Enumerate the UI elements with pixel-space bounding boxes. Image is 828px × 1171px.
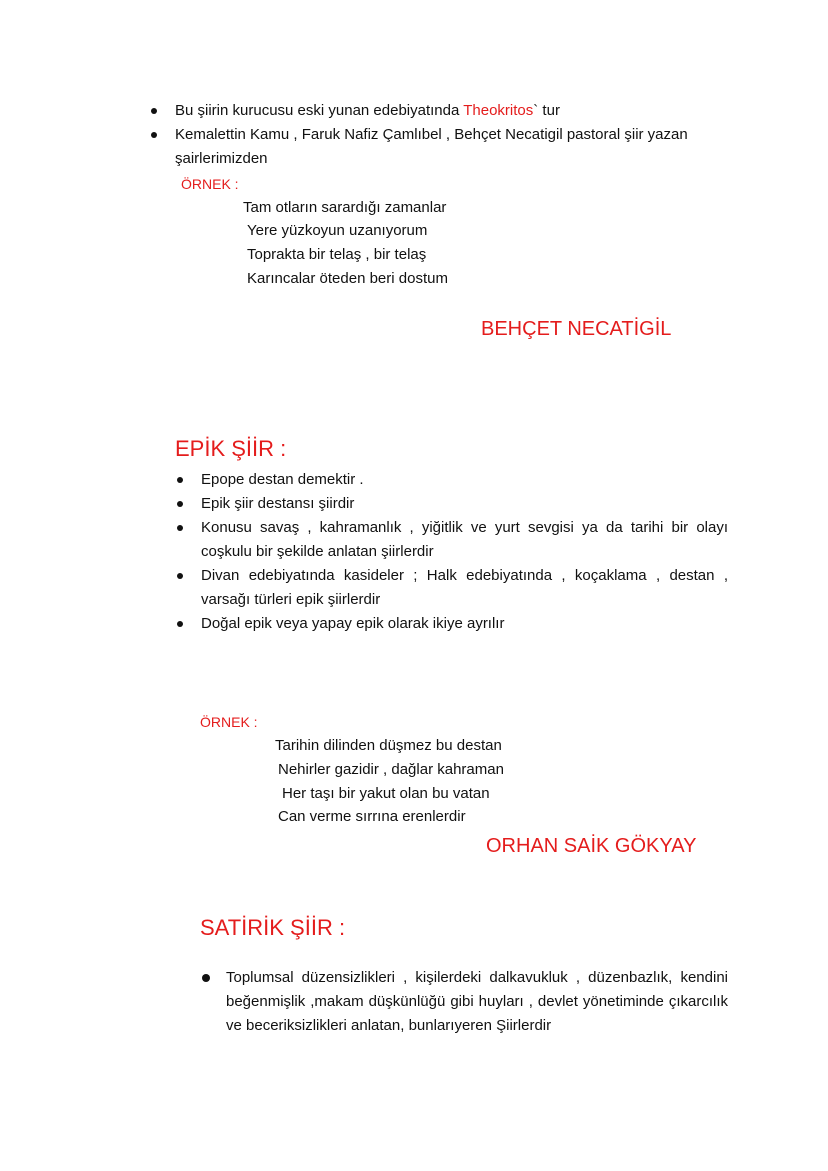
- epic-bullet-list: [176, 468, 728, 636]
- bullet-text: Bu şiirin kurucusu eski yunan edebiyatında: [175, 102, 464, 119]
- poem-line: Her taşı bir yakut olan bu vatan: [282, 785, 490, 802]
- bullet-text: Epik şiir destansı şiirdir: [201, 495, 355, 512]
- example-label: ÖRNEK :: [200, 714, 258, 730]
- poem-line: Tam otların sarardığı zamanlar: [243, 199, 447, 216]
- bullet-text: Doğal epik veya yapay epik olarak ikiye ayrılır: [201, 615, 505, 632]
- bullet-text: Divan edebiyatında kasideler ; Halk edebiyatında , koçaklama , destan , varsağı türleri epik şiirlerdir: [201, 567, 728, 608]
- bullet-dot: [202, 974, 210, 982]
- example-label: ÖRNEK :: [181, 176, 239, 192]
- list-item: [176, 516, 728, 564]
- poem-author: ORHAN SAİK GÖKYAY: [486, 835, 697, 857]
- section-heading: SATİRİK ŞİİR :: [200, 915, 346, 940]
- poem-line: Tarihin dilinden düşmez bu destan: [275, 737, 502, 754]
- poem-line: Yere yüzkoyun uzanıyorum: [247, 222, 428, 239]
- bullet-text: Epope destan demektir .: [201, 471, 364, 488]
- list-item: [176, 612, 728, 636]
- poem-author: BEHÇET NECATİGİL: [481, 318, 672, 340]
- poem-line: Toprakta bir telaş , bir telaş: [247, 246, 427, 263]
- bullet-dot: [177, 525, 183, 531]
- poem-line: Karıncalar öteden beri dostum: [247, 270, 448, 287]
- list-item: [201, 966, 728, 1038]
- bullet-dot: [151, 108, 157, 114]
- list-item: [176, 468, 728, 492]
- bullet-text-suffix: ` tur: [533, 102, 560, 119]
- list-item: [150, 99, 730, 123]
- highlighted-name: Theokritos: [463, 102, 534, 119]
- bullet-dot: [177, 477, 183, 483]
- poem-line: Nehirler gazidir , dağlar kahraman: [278, 761, 504, 778]
- bullet-dot: [177, 501, 183, 507]
- list-item: [150, 123, 730, 171]
- bullet-dot: [177, 573, 183, 579]
- bullet-dot: [151, 132, 157, 138]
- bullet-text: Kemalettin Kamu , Faruk Nafiz Çamlıbel , Behçet Necatigil pastoral şiir yazan şairlerimizden: [175, 126, 688, 167]
- bullet-text: Konusu savaş , kahramanlık , yiğitlik ve yurt sevgisi ya da tarihi bir olayı coşkulu bir şekilde anlatan şiirlerdir: [201, 519, 728, 560]
- list-item: [176, 492, 728, 516]
- poem-line: Can verme sırrına erenlerdir: [278, 808, 466, 825]
- list-item: [176, 564, 728, 612]
- pastoral-bullet-list: [150, 99, 730, 171]
- bullet-dot: [177, 621, 183, 627]
- bullet-text: Toplumsal düzensizlikleri , kişilerdeki dalkavukluk , düzenbazlık, kendini beğenmişlik ,makam düşkünlüğü gibi huyları , devlet yönetiminde çıkarcılık ve beceriksizlikleri anlatan, bunlarıyeren Şiirlerdir: [226, 969, 728, 1034]
- satire-bullet-list: [201, 966, 728, 1038]
- section-heading: EPİK ŞİİR :: [175, 436, 287, 461]
